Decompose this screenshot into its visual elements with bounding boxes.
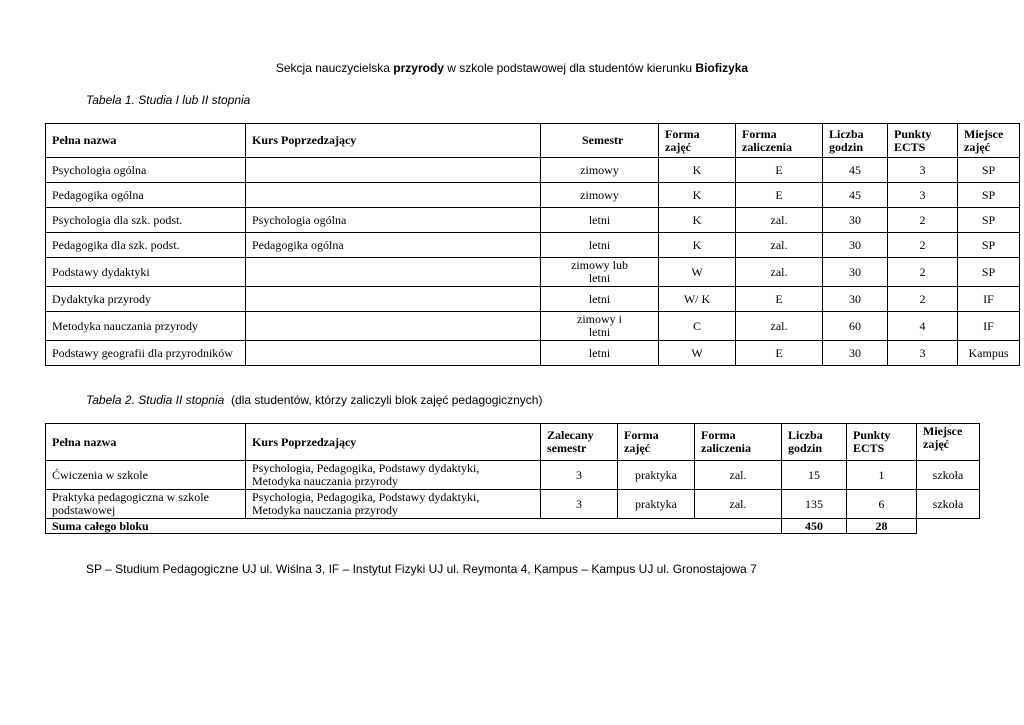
cell-form: K	[659, 233, 736, 258]
cell-credit: zal.	[736, 208, 823, 233]
cell-semester: letni	[541, 233, 659, 258]
table-row	[46, 490, 980, 519]
cell-ects: 1	[847, 461, 917, 490]
cell-ects: 3	[888, 341, 958, 366]
cell-ects: 2	[888, 233, 958, 258]
header-semester: Zalecany semestr	[541, 424, 618, 461]
cell-form: praktyka	[618, 461, 695, 490]
sum-label: Suma całego bloku	[46, 519, 782, 534]
cell-prereq: Psychologia ogólna	[246, 208, 541, 233]
cell-credit: zal.	[695, 490, 782, 519]
header-prereq: Kurs Poprzedzający	[246, 124, 541, 158]
cell-semester: zimowy i letni	[541, 312, 659, 341]
cell-form: K	[659, 208, 736, 233]
cell-prereq	[246, 341, 541, 366]
header-semester: Semestr	[541, 124, 659, 158]
table-row	[46, 312, 1020, 341]
legend-footer: SP – Studium Pedagogiczne UJ ul. Wiślna 3, IF – Instytut Fizyki UJ ul. Reymonta 4, Kampus – Kampus UJ ul. Gronostajowa 7	[86, 562, 757, 576]
cell-credit: E	[736, 183, 823, 208]
cell-prereq	[246, 287, 541, 312]
cell-place: SP	[958, 183, 1020, 208]
cell-semester: zimowy	[541, 183, 659, 208]
cell-place: Kampus	[958, 341, 1020, 366]
table-row	[46, 183, 1020, 208]
header-ects: Punkty ECTS	[847, 424, 917, 461]
header-name: Pełna nazwa	[46, 424, 246, 461]
cell-credit: E	[736, 158, 823, 183]
header-prereq: Kurs Poprzedzający	[246, 424, 541, 461]
cell-credit: E	[736, 341, 823, 366]
cell-ects: 4	[888, 312, 958, 341]
table2-header-row	[46, 424, 980, 461]
cell-prereq: Psychologia, Pedagogika, Podstawy dydaktyki, Metodyka nauczania przyrody	[246, 490, 541, 519]
sum-row	[46, 519, 980, 534]
cell-name: Metodyka nauczania przyrody	[46, 312, 246, 341]
cell-hours: 60	[823, 312, 888, 341]
cell-name: Podstawy geografii dla przyrodników	[46, 341, 246, 366]
header-ects: Punkty ECTS	[888, 124, 958, 158]
cell-semester: zimowy lub letni	[541, 258, 659, 287]
heading-part-2: w szkole podstawowej dla studentów kierunku	[443, 61, 696, 75]
cell-semester: letni	[541, 208, 659, 233]
cell-form: K	[659, 183, 736, 208]
cell-place: SP	[958, 208, 1020, 233]
cell-form: W	[659, 258, 736, 287]
cell-credit: zal.	[736, 312, 823, 341]
cell-semester: letni	[541, 287, 659, 312]
cell-prereq: Psychologia, Pedagogika, Podstawy dydaktyki, Metodyka nauczania przyrody	[246, 461, 541, 490]
header-form: Forma zajęć	[659, 124, 736, 158]
cell-ects: 3	[888, 158, 958, 183]
cell-form: praktyka	[618, 490, 695, 519]
cell-place: szkoła	[917, 490, 980, 519]
table-row	[46, 341, 1020, 366]
cell-ects: 2	[888, 208, 958, 233]
cell-name: Ćwiczenia w szkole	[46, 461, 246, 490]
cell-semester: letni	[541, 341, 659, 366]
cell-hours: 30	[823, 258, 888, 287]
cell-hours: 45	[823, 158, 888, 183]
header-credit: Forma zaliczenia	[736, 124, 823, 158]
header-hours: Liczba godzin	[782, 424, 847, 461]
cell-ects: 6	[847, 490, 917, 519]
header-form: Forma zajęć	[618, 424, 695, 461]
heading-bold-subject: przyrody	[393, 61, 444, 75]
cell-form: C	[659, 312, 736, 341]
table-row	[46, 158, 1020, 183]
table-row	[46, 208, 1020, 233]
cell-hours: 30	[823, 287, 888, 312]
cell-name: Pedagogika ogólna	[46, 183, 246, 208]
cell-place: SP	[958, 233, 1020, 258]
cell-name: Psychologia dla szk. podst.	[46, 208, 246, 233]
table-row	[46, 287, 1020, 312]
cell-prereq	[246, 158, 541, 183]
sum-empty	[917, 519, 980, 534]
header-name: Pełna nazwa	[46, 124, 246, 158]
cell-semester: 3	[541, 461, 618, 490]
cell-place: szkoła	[917, 461, 980, 490]
cell-prereq	[246, 312, 541, 341]
cell-prereq	[246, 258, 541, 287]
header-place: Miejsce zajęć	[958, 124, 1020, 158]
sum-ects: 28	[847, 519, 917, 534]
cell-hours: 45	[823, 183, 888, 208]
cell-name: Pedagogika dla szk. podst.	[46, 233, 246, 258]
cell-semester: 3	[541, 490, 618, 519]
table2-caption: Tabela 2. Studia II stopnia (dla studentów, którzy zaliczyli blok zajęć pedagogicznych)	[86, 393, 543, 407]
cell-name: Dydaktyka przyrody	[46, 287, 246, 312]
heading-bold-field: Biofizyka	[695, 61, 749, 75]
cell-prereq: Pedagogika ogólna	[246, 233, 541, 258]
cell-credit: E	[736, 287, 823, 312]
document-heading	[0, 61, 1024, 75]
table-2	[45, 423, 980, 534]
cell-credit: zal.	[695, 461, 782, 490]
header-place: Miejsce zajęć	[917, 424, 980, 461]
cell-name: Psychologia ogólna	[46, 158, 246, 183]
cell-ects: 3	[888, 183, 958, 208]
heading-part-1: Sekcja nauczycielska	[275, 61, 394, 75]
cell-form: K	[659, 158, 736, 183]
cell-prereq	[246, 183, 541, 208]
cell-hours: 15	[782, 461, 847, 490]
table-row	[46, 233, 1020, 258]
table-row	[46, 258, 1020, 287]
cell-hours: 135	[782, 490, 847, 519]
cell-ects: 2	[888, 287, 958, 312]
cell-name: Podstawy dydaktyki	[46, 258, 246, 287]
cell-credit: zal.	[736, 233, 823, 258]
cell-hours: 30	[823, 208, 888, 233]
cell-hours: 30	[823, 341, 888, 366]
cell-semester: zimowy	[541, 158, 659, 183]
table1-header-row	[46, 124, 1020, 158]
cell-place: SP	[958, 258, 1020, 287]
header-hours: Liczba godzin	[823, 124, 888, 158]
header-credit: Forma zaliczenia	[695, 424, 782, 461]
cell-credit: zal.	[736, 258, 823, 287]
cell-name: Praktyka pedagogiczna w szkole podstawowej	[46, 490, 246, 519]
cell-hours: 30	[823, 233, 888, 258]
table-1	[45, 123, 1020, 366]
table-row	[46, 461, 980, 490]
cell-place: IF	[958, 312, 1020, 341]
cell-form: W	[659, 341, 736, 366]
sum-hours: 450	[782, 519, 847, 534]
cell-place: IF	[958, 287, 1020, 312]
cell-form: W/ K	[659, 287, 736, 312]
cell-place: SP	[958, 158, 1020, 183]
cell-ects: 2	[888, 258, 958, 287]
table1-caption: Tabela 1. Studia I lub II stopnia	[86, 93, 251, 107]
